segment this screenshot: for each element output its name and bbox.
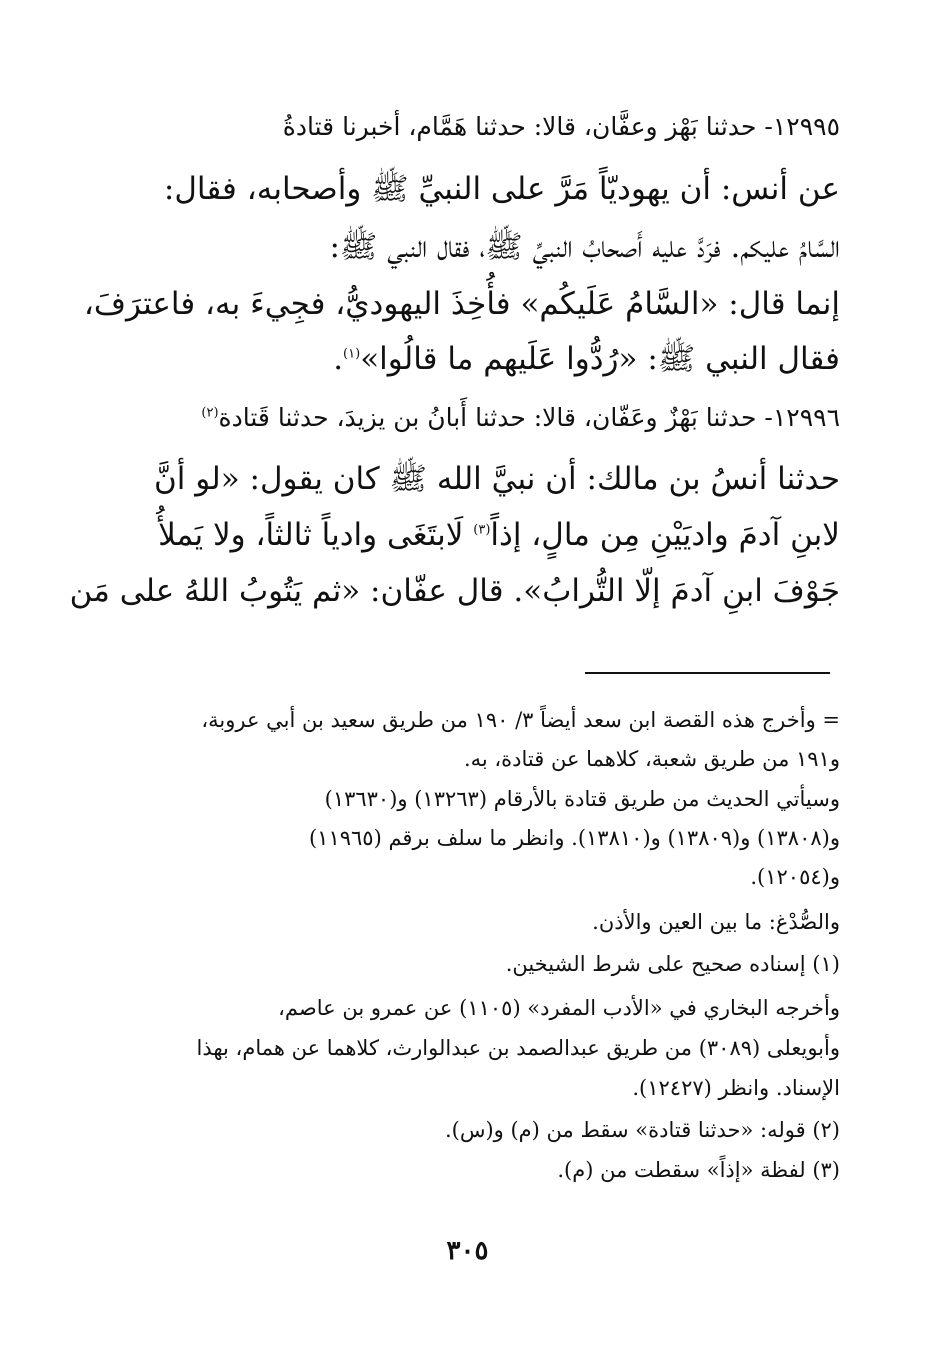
footnote-line-1: = وأخرج هذه القصة ابن سعد أيضاً ٣/ ١٩٠ من طريق سعيد بن أبي عروبة، xyxy=(201,708,840,732)
footnote-line-11: (٢) قوله: «حدثنا قتادة» سقط من (م) و(س). xyxy=(444,1118,840,1142)
footnote-line-7: (١) إسناده صحيح على شرط الشيخين. xyxy=(505,952,840,976)
footnote-line-6: والصُّدْغ: ما بين العين والأذن. xyxy=(592,910,840,934)
footnote-line-5: و(١٢٠٥٤). xyxy=(750,865,840,889)
hadith-12996-header xyxy=(201,403,840,432)
footnote-line-3: وسيأتي الحديث من طريق قتادة بالأرقام (١٣٢٦٣) و(١٣٦٣٠) xyxy=(324,787,840,811)
hadith-12996-line-2 xyxy=(158,517,840,553)
footnote-line-12: (٣) لفظة «إذاً» سقطت من (م). xyxy=(557,1158,840,1182)
footnote-separator xyxy=(585,672,830,674)
hadith-12996-line-2-text-a: لابنِ آدمَ واديَيْنِ مِن مالٍ، إذاً xyxy=(490,517,840,553)
footnote-line-10: الإسناد. وانظر (١٢٤٢٧). xyxy=(632,1076,840,1100)
hadith-12996-header-text: ١٢٩٩٦- حدثنا بَهْزٌ وعَفّان، قالا: حدثنا أَبانُ بن يزيدَ، حدثنا قَتادة xyxy=(218,403,840,432)
hadith-12996-line-3: جَوْفَ ابنِ آدمَ إلّا التُّرابُ». قال عفّان: «ثم يَتُوبُ اللهُ على مَن xyxy=(69,573,840,609)
footnote-line-8: وأخرجه البخاري في «الأدب المفرد» (١١٠٥) عن عمرو بن عاصم، xyxy=(278,996,840,1020)
footnote-ref-3: (٣) xyxy=(473,522,491,538)
hadith-12995-line-4-end: . xyxy=(333,341,344,377)
hadith-12995-line-3: إنما قال: «السَّامُ عَلَيكُم» فأُخِذَ اليهوديُّ، فجِيءَ به، فاعترَفَ، xyxy=(83,286,840,322)
hadith-12995-line-1: عن أنس: أن يهوديّاً مَرَّ على النبيِّ ﷺ وأصحابه، فقال: xyxy=(163,171,840,207)
hadith-12995-line-4 xyxy=(333,340,840,385)
footnote-line-4: و(١٣٨٠٨) و(١٣٨٠٩) و(١٣٨١٠). وانظر ما سلف برقم (١١٩٦٥) xyxy=(308,826,840,850)
footnote-ref-2: (٢) xyxy=(201,405,219,421)
hadith-12996-line-2-text-b: لَابتَغَى وادياً ثالثاً، ولا يَملأُ xyxy=(158,517,474,553)
page-number: ٣٠٥ xyxy=(446,1236,489,1266)
footnote-line-9: وأبويعلى (٣٠٨٩) من طريق عبدالصمد بن عبدالوارث، كلاهما عن همام، بهذا xyxy=(196,1036,840,1060)
hadith-12995-line-4-text: فقال النبي ﷺ: «رُدُّوا عَلَيهم ما قالُوا» xyxy=(360,341,840,377)
hadith-12996-line-1: حدثنا أنسُ بن مالك: أن نبيَّ الله ﷺ كان يقول: «لو أنَّ xyxy=(154,461,840,497)
footnote-ref-1: (١) xyxy=(343,346,361,362)
hadith-12995-line-2: السَّامُ عليكم. فرَدَّ عليه أَصحابُ النبيِّ ﷺ، فقال النبي ﷺ: xyxy=(329,229,840,265)
hadith-12995-header: ١٢٩٩٥- حدثنا بَهْز وعفَّان، قالا: حدثنا هَمَّام، أخبرنا قتادةُ xyxy=(282,112,840,141)
footnote-line-2: و١٩١ من طريق شعبة، كلاهما عن قتادة، به. xyxy=(463,747,840,771)
